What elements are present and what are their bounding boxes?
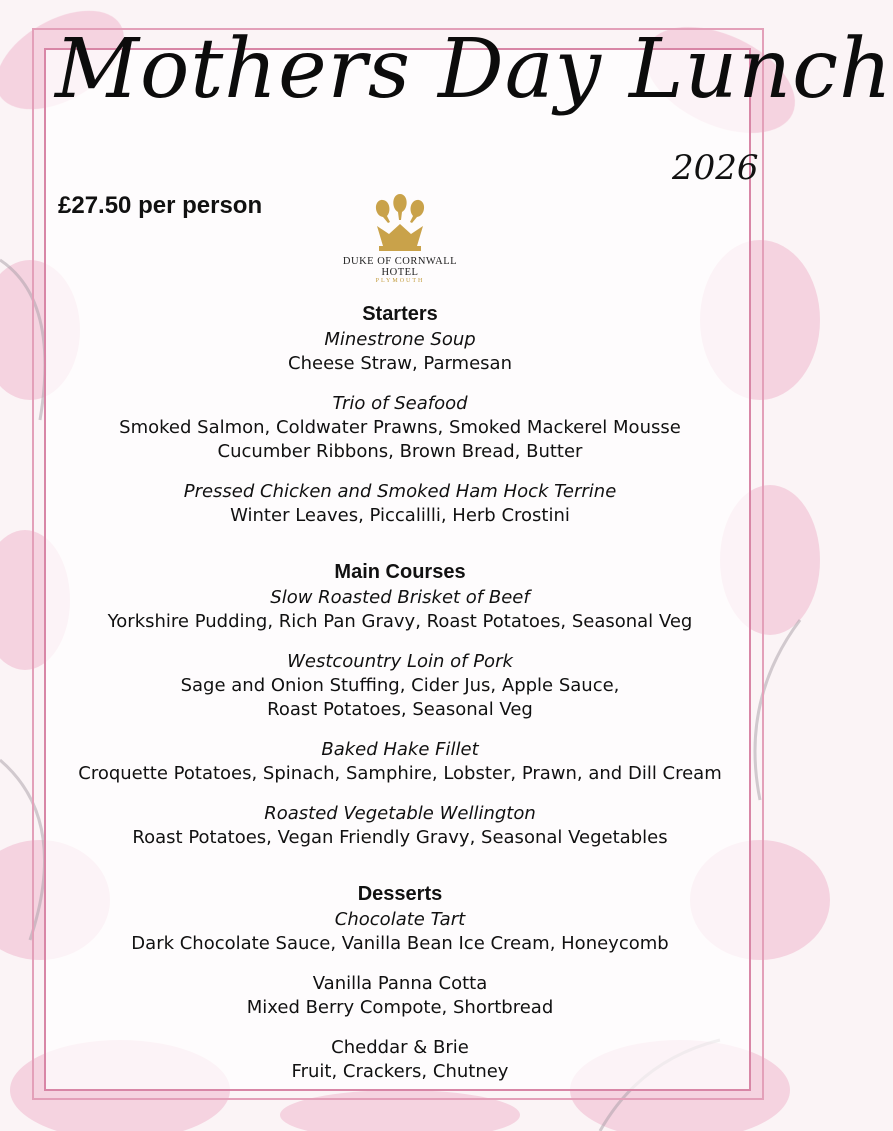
logo-name-line2: HOTEL	[381, 267, 419, 278]
dish-desc: Roast Potatoes, Seasonal Veg	[267, 699, 533, 720]
dish-desc: Yorkshire Pudding, Rich Pan Gravy, Roast Potatoes, Seasonal Veg	[107, 611, 693, 632]
dish-desc: Croquette Potatoes, Spinach, Samphire, Lobster, Prawn, and Dill Cream	[78, 763, 722, 784]
dish-desc: Dark Chocolate Sauce, Vanilla Bean Ice Cream, Honeycomb	[131, 933, 669, 954]
crown-feathers-icon	[365, 190, 435, 252]
section-title-starters: Starters	[362, 303, 438, 325]
dish-desc: Cheese Straw, Parmesan	[288, 353, 512, 374]
dish-name: Cheddar & Brie	[331, 1037, 469, 1058]
dish-name: Baked Hake Fillet	[321, 739, 479, 760]
dish-name: Roasted Vegetable Wellington	[264, 803, 536, 824]
dish-desc: Winter Leaves, Piccalilli, Herb Crostini	[230, 505, 570, 526]
dish-desc: Smoked Salmon, Coldwater Prawns, Smoked Mackerel Mousse	[119, 417, 681, 438]
dish-name: Pressed Chicken and Smoked Ham Hock Terrine	[183, 481, 617, 502]
dish-desc: Cucumber Ribbons, Brown Bread, Butter	[217, 441, 583, 462]
dish-desc: Sage and Onion Stuffing, Cider Jus, Apple Sauce,	[180, 675, 620, 696]
section-title-mains: Main Courses	[334, 561, 466, 583]
menu-body	[60, 300, 740, 1084]
price-label: £27.50 per person	[58, 192, 263, 219]
dish-name: Minestrone Soup	[324, 329, 476, 350]
section-title-desserts: Desserts	[357, 883, 443, 905]
logo-name-line1: DUKE OF CORNWALL	[342, 256, 458, 267]
dish-desc: Fruit, Crackers, Chutney	[291, 1061, 509, 1082]
dish-name: Chocolate Tart	[334, 909, 466, 930]
logo-city: PLYMOUTH	[375, 278, 425, 284]
dish-desc: Roast Potatoes, Vegan Friendly Gravy, Seasonal Vegetables	[132, 827, 668, 848]
year-label: 2026	[672, 148, 759, 188]
dish-name: Vanilla Panna Cotta	[312, 973, 488, 994]
dish-name: Slow Roasted Brisket of Beef	[270, 587, 530, 608]
dish-name: Westcountry Loin of Pork	[287, 651, 513, 672]
page-title: Mothers Day Lunch	[55, 22, 893, 117]
dish-desc: Mixed Berry Compote, Shortbread	[246, 997, 554, 1018]
hotel-logo	[338, 190, 462, 284]
dish-name: Trio of Seafood	[332, 393, 468, 414]
